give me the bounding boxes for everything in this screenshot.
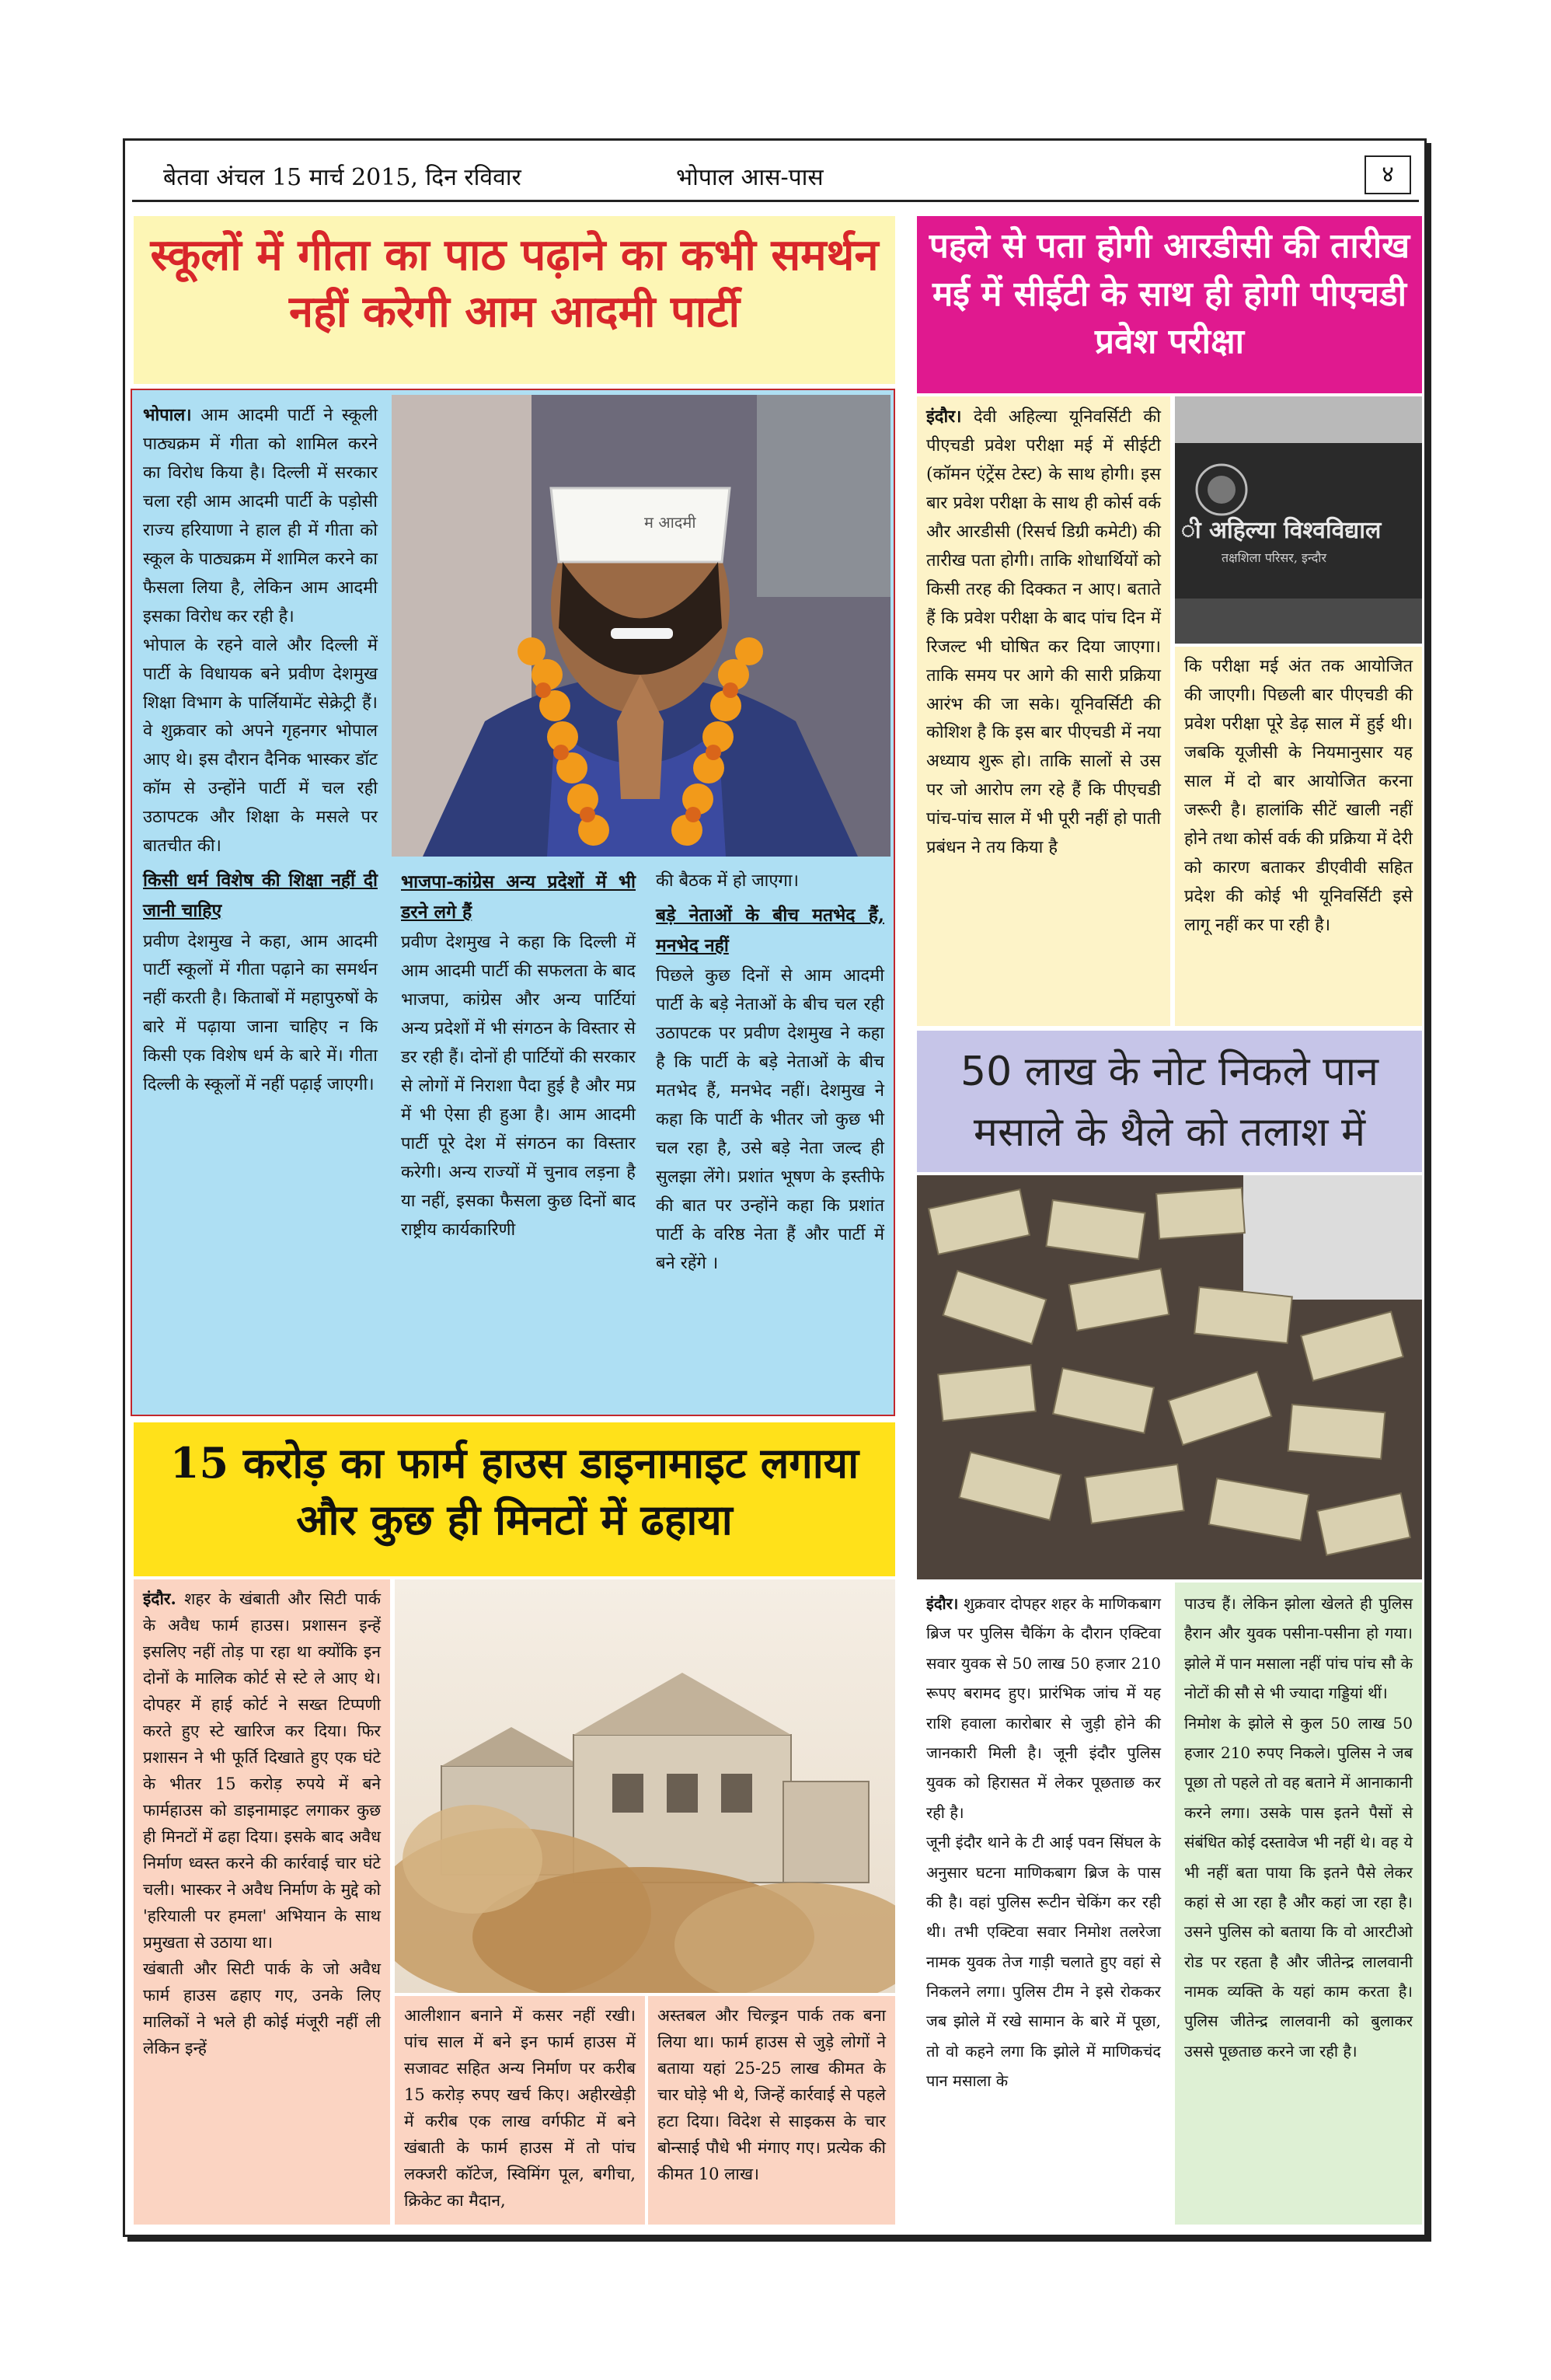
- university-sign-subtext: तक्षशिला परिसर, इन्दौर: [1222, 550, 1326, 565]
- page-number: ४: [1365, 155, 1411, 194]
- page-header: [132, 148, 1419, 202]
- demolition-photo: [395, 1579, 895, 1993]
- story1-col1: [134, 395, 387, 1413]
- story4-para3: आलीशान बनाने में कसर नहीं रखी। पांच साल में बने इन फार्म हाउस में सजावट सहित अन्य निर्माण पर करीब 15 करोड़ रुपए खर्च किए। अहीरखेड़ी में करीब एक लाख वर्गफीट में बने खंबाती के फार्म हाउस में तो पांच लक्जरी कॉटेज, स्विमिंग पूल, बगीचा, क्रिकेट का मैदान,: [404, 2006, 636, 2211]
- politician-photo: [392, 395, 891, 857]
- story1-para4: प्रवीण देशमुख ने कहा कि दिल्ली में आम आदमी पार्टी की सफलता के बाद भाजपा, कांग्रेस और अन्य पार्टियां अन्य प्रदेशों में भी संगठन के विस्तार से डर रही हैं। दोनों ही पार्टियों की सरकार से लोगों में निराशा पैदा हुई है और मप्र में भी ऐसा ही हुआ है। आम आदमी पार्टी पूरे देश में संगठन का विस्तार करेगी। अन्य राज्यों में चुनाव लड़ना है या नहीं, इसका फैसला कुछ दिनों बाद राष्ट्रीय कार्यकारिणी: [401, 933, 636, 1240]
- story4-col1-body: [134, 1579, 390, 2225]
- story2-headline: पहले से पता होगी आरडीसी की तारीख मई में सीईटी के साथ ही होगी पीएचडी प्रवेश परीक्षा: [929, 226, 1410, 362]
- story2-para1: देवी अहिल्या यूनिवर्सिटी की पीएचडी प्रवेश परीक्षा मई में सीईटी (कॉमन एंट्रेंस टेस्ट) के साथ होगी। इस बार प्रवेश परीक्षा के साथ ही कोर्स वर्क और आरडीसी (रिसर्च डिग्री कमेटी) की तारीख पता होगी। ताकि शोधार्थियों को किसी तरह की दिक्कत न आए। बताते हैं कि प्रवेश परीक्षा के बाद पांच दिन में रिजल्ट भी घोषित कर दिया जाएगा। ताकि समय पर आगे की सारी प्रक्रिया आरंभ की जा सके। यूनिवर्सिटी की कोशिश है कि इस बार पीएचडी में नया अध्याय शुरू हो। ताकि सालों से उस पर जो आरोप लग रहे हैं कि पीएचडी पांच-पांच साल में भी पूरी नहीं हो पाती प्रबंधन ने तय किया है: [926, 407, 1161, 858]
- story3-para1: शुक्रवार दोपहर शहर के माणिकबाग ब्रिज पर पुलिस चैकिंग के दौरान एक्टिवा सवार युवक से 50 लाख 50 हजार 210 रूपए बरामद हुए। प्रारंभिक जांच में यह राशि हवाला कारोबार से जुड़ी होने की जानकारी मिली है। जूनी इंदौर पुलिस युवक को हिरासत में लेकर पूछताछ कर रही है।: [926, 1594, 1162, 1822]
- story1-para5: की बैठक में हो जाएगा।: [656, 871, 799, 891]
- story4-para1: शहर के खंबाती और सिटी पार्क के अवैध फार्म हाउस। प्रशासन इन्हें इसलिए नहीं तोड़ पा रहा था क्योंकि इन दोनों के मालिक कोर्ट से स्टे ले आए थे। दोपहर में हाई कोर्ट ने सख्त टिप्पणी करते हुए स्टे खारिज कर दिया। फिर प्रशासन ने भी फूर्ति दिखाते हुए एक घंटे के भीतर 15 करोड़ रुपये में बने फार्महाउस को डाइनामाइट लगाकर कुछ ही मिनटों में ढहा दिया। इसके बाद अवैध निर्माण ध्वस्त करने की कार्रवाई चार घंटे चली। भास्कर ने अवैध निर्माण के मुद्दे को 'हरियाली पर हमला' अभियान के साथ प्रमुखता से उठाया था।: [143, 1590, 382, 1953]
- story2-headline-box: [917, 216, 1422, 393]
- story2-para2: कि परीक्षा मई अंत तक आयोजित की जाएगी। पिछली बार पीएचडी की प्रवेश परीक्षा पूरे डेढ़ साल में हुई थी। जबकि यूजीसी के नियमानुसार यह साल में दो बार आयोजित करना जरूरी है। हालांकि सीटें खाली नहीं होने तथा कोर्स वर्क की प्रक्रिया में देरी को कारण बताकर डीएवीवी सहित प्रदेश की कोई भी यूनिवर्सिटी इसे लागू नहीं कर पा रही है।: [1184, 657, 1413, 935]
- story1-subhead1: किसी धर्म विशेष की शिक्षा नहीं दी जानी चाहिए: [143, 870, 378, 921]
- story2-dateline: इंदौर।: [926, 407, 962, 427]
- story4-col2: [395, 1996, 645, 2225]
- story1-subhead2: भाजपा-कांग्रेस अन्य प्रदेशों में भी डरने लगे हैं: [401, 871, 636, 923]
- story3-para3: पाउच हैं। लेकिन झोला खेलते ही पुलिस हैरान और युवक पसीना-पसीना हो गया। झोले में पान मसाला नहीं पांच पांच सौ के नोटों की सौ से भी ज्यादा गड्डियां थीं।: [1184, 1594, 1413, 1703]
- story3-col2: [1175, 1583, 1422, 2225]
- story4-para4: अस्तबल और चिल्ड्रन पार्क तक बना लिया था। फार्म हाउस से जुड़े लोगों ने बताया यहां 25-25 लाख कीमत के चार घोड़े भी थे, जिन्हें कार्रवाई से पहले हटा दिया। विदेश से साइकस के चार बोन्साई पौधे भी मंगाए गए। प्रत्येक की कीमत 10 लाख।: [657, 2006, 886, 2184]
- section-title: भोपाल आस-पास: [676, 164, 824, 191]
- story1-para2: भोपाल के रहने वाले और दिल्ली में पार्टी के विधायक बने प्रवीण देशमुख शिक्षा विभाग के पार्लियामेंट सेक्रेट्री हैं। वे शुक्रवार को अपने गृहनगर भोपाल आए थे। इस दौरान दैनिक भास्कर डॉट कॉम से उन्होंने पार्टी में चल रही उठापटक और शिक्षा के मसले पर बातचीत की।: [143, 635, 378, 857]
- story1-para3: प्रवीण देशमुख ने कहा, आम आदमी पार्टी स्कूलों में गीता पढ़ाने का समर्थन नहीं करती है। किताबों में महापुरुषों के बारे में पढ़ाया जाना चाहिए न कि किसी एक विशेष धर्म के बारे में। गीता दिल्ली के स्कूलों में नहीं पढ़ाई जाएगी।: [143, 931, 378, 1095]
- story2-col1: [917, 396, 1170, 1026]
- story3-para4: निमोश के झोले से कुल 50 लाख 50 हजार 210 रुपए निकले। पुलिस ने जब पूछा तो पहले तो वह बताने में आनाकानी करने लगा। उसके पास इतने पैसों से संबंधित कोई दस्तावेज भी नहीं थे। वह ये भी नहीं बता पाया कि इतने पैसे लेकर कहां से आ रहा है और कहां जा रहा है। उसने पुलिस को बताया कि वो आरटीओ रोड पर रहता है और जीतेन्द्र लालवानी नामक व्यक्ति के यहां काम करता है। पुलिस जीतेन्द्र लालवानी को बुलाकर उससे पूछताछ करने जा रही है।: [1184, 1713, 1413, 2061]
- story3-headline: 50 लाख के नोट निकले पान मसाले के थैले को तलाश में: [960, 1049, 1378, 1156]
- story4-col1: [134, 0, 152, 12]
- story1-para6: पिछले कुछ दिनों से आम आदमी पार्टी के बड़े नेताओं के बीच चल रही उठापटक पर प्रवीण देशमुख ने कहा है कि पार्टी के बड़े नेताओं के बीच मतभेद हैं, मनभेद नहीं। देशमुख ने कहा कि पार्टी के भीतर जो कुछ भी चल रहा है, उसे बड़े नेता जल्द ही सुलझा लेंगे। प्रशांत भूषण के इस्तीफे की बात पर उन्होंने कहा कि प्रशांत पार्टी के वरिष्ठ नेता हैं और पार्टी में बने रहेंगे ।: [656, 966, 884, 1273]
- cash-photo: [917, 1175, 1422, 1579]
- story1-col2: [392, 861, 645, 1413]
- cash-illustration: [917, 1175, 1422, 1579]
- story3-col1: [917, 1583, 1170, 2225]
- story2-col2: [1175, 647, 1422, 1026]
- story4-para2: खंबाती और सिटी पार्क के जो अवैध फार्म हाउस ढहाए गए, उनके लिए मालिकों ने भले ही कोई मंजूरी नहीं ली लेकिन इन्हें: [143, 1959, 381, 2058]
- story3-para2: जूनी इंदौर थाने के टी आई पवन सिंघल के अनुसार घटना माणिकबाग ब्रिज के पास की है। वहां पुलिस रूटीन चेकिंग कर रही थी। तभी एक्टिवा सवार निमोश तलरेजा नामक युवक तेज गाड़ी चलाते हुए वहां से निकलने लगा। पुलिस टीम ने इसे रोककर जब झोले में रखे सामान के बारे में पूछा, तो वो कहने लगा कि झोले में माणिकचंद पान मसाला के: [926, 1833, 1161, 2091]
- story1-col3: [647, 861, 894, 1413]
- story1-dateline: भोपाल।: [143, 405, 192, 425]
- story4-headline-box: [134, 1422, 895, 1576]
- story1-headline-box: [134, 216, 895, 384]
- story1-headline: स्कूलों में गीता का पाठ पढ़ाने का कभी समर्थन नहीं करेगी आम आदमी पार्टी: [150, 229, 879, 337]
- university-sign-text: ी अहिल्या विश्वविद्याल: [1181, 517, 1382, 544]
- university-photo: [1175, 396, 1422, 644]
- politician-illustration: [392, 395, 891, 857]
- story1-para1: आम आदमी पार्टी ने स्कूली पाठ्यक्रम में गीता को शामिल करने का विरोध किया है। दिल्ली में सरकार चला रही आम आदमी पार्टी के पड़ोसी राज्य हरियाणा ने हाल ही में गीता को स्कूल के पाठ्यक्रम में शामिल करने का फैसला लिया है, लेकिन आम आदमी इसका विरोध कर रही है।: [143, 406, 378, 626]
- cap-text: म आदमी: [644, 513, 696, 532]
- demolition-illustration: [395, 1579, 895, 1993]
- story4-headline: 15 करोड़ का फार्म हाउस डाइनामाइट लगाया और कुछ ही मिनटों में ढहाया: [169, 1438, 859, 1544]
- story4-dateline: इंदौर.: [143, 1589, 176, 1608]
- story3-headline-box: [917, 1031, 1422, 1172]
- story4-col3: [648, 1996, 895, 2225]
- edition-line: बेतवा अंचल 15 मार्च 2015, दिन रविवार: [163, 164, 521, 191]
- story3-dateline: इंदौर।: [926, 1594, 959, 1613]
- story1-subhead3: बड़े नेताओं के बीच मतभेद हैं, मनभेद नहीं: [656, 904, 884, 956]
